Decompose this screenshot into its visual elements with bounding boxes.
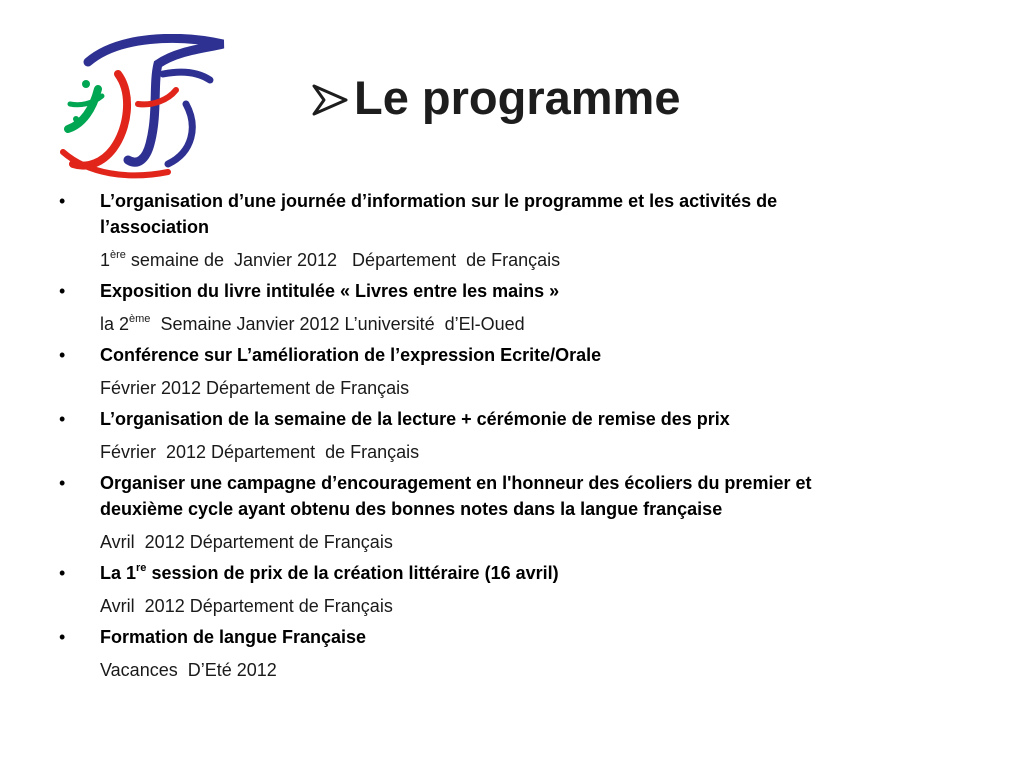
item-detail: la 2ème Semaine Janvier 2012 L’université d’El-Oued: [100, 313, 525, 334]
item-detail: Vacances D’Eté 2012: [100, 660, 277, 680]
item-detail: Avril 2012 Département de Français: [100, 532, 393, 552]
item-detail: Avril 2012 Département de Français: [100, 596, 393, 616]
list-item: [0, 470, 890, 522]
item-title: L’organisation d’une journée d’information sur le programme et les activités de l’association: [100, 191, 778, 237]
bullet-icon: •: [59, 281, 66, 301]
item-title: L’organisation de la semaine de la lecture + cérémonie de remise des prix: [100, 409, 730, 429]
list-item: [0, 278, 890, 304]
bullet-icon: •: [59, 191, 66, 211]
bullet-icon: •: [59, 473, 66, 493]
item-title: Conférence sur L’amélioration de l’expression Ecrite/Orale: [100, 345, 602, 365]
bullet-icon: •: [59, 627, 66, 647]
list-item: [0, 188, 890, 240]
item-detail: Février 2012 Département de Français: [100, 378, 410, 398]
bullet-icon: •: [59, 345, 66, 365]
arrow-bullet-icon: [310, 82, 350, 118]
list-item: [0, 624, 890, 650]
page-title: [310, 64, 680, 132]
item-title: La 1re session de prix de la création littéraire (16 avril): [100, 562, 559, 583]
title-text: Le programme: [354, 71, 681, 124]
association-logo: [58, 34, 228, 180]
program-list: [0, 183, 1024, 683]
list-item: [0, 406, 890, 432]
item-title: Exposition du livre intitulée « Livres entre les mains »: [100, 281, 560, 301]
item-title: Organiser une campagne d’encouragement en l'honneur des écoliers du premier et deuxième cycle ayant obtenu des bonnes notes dans la langue française: [100, 473, 812, 519]
item-title: Formation de langue Française: [100, 627, 367, 647]
item-detail: 1ère semaine de Janvier 2012 Département de Français: [100, 249, 561, 270]
item-detail: Février 2012 Département de Français: [100, 442, 420, 462]
list-item: [0, 560, 890, 586]
list-item: [0, 342, 890, 368]
bullet-icon: •: [59, 409, 66, 429]
bullet-icon: •: [59, 563, 66, 583]
